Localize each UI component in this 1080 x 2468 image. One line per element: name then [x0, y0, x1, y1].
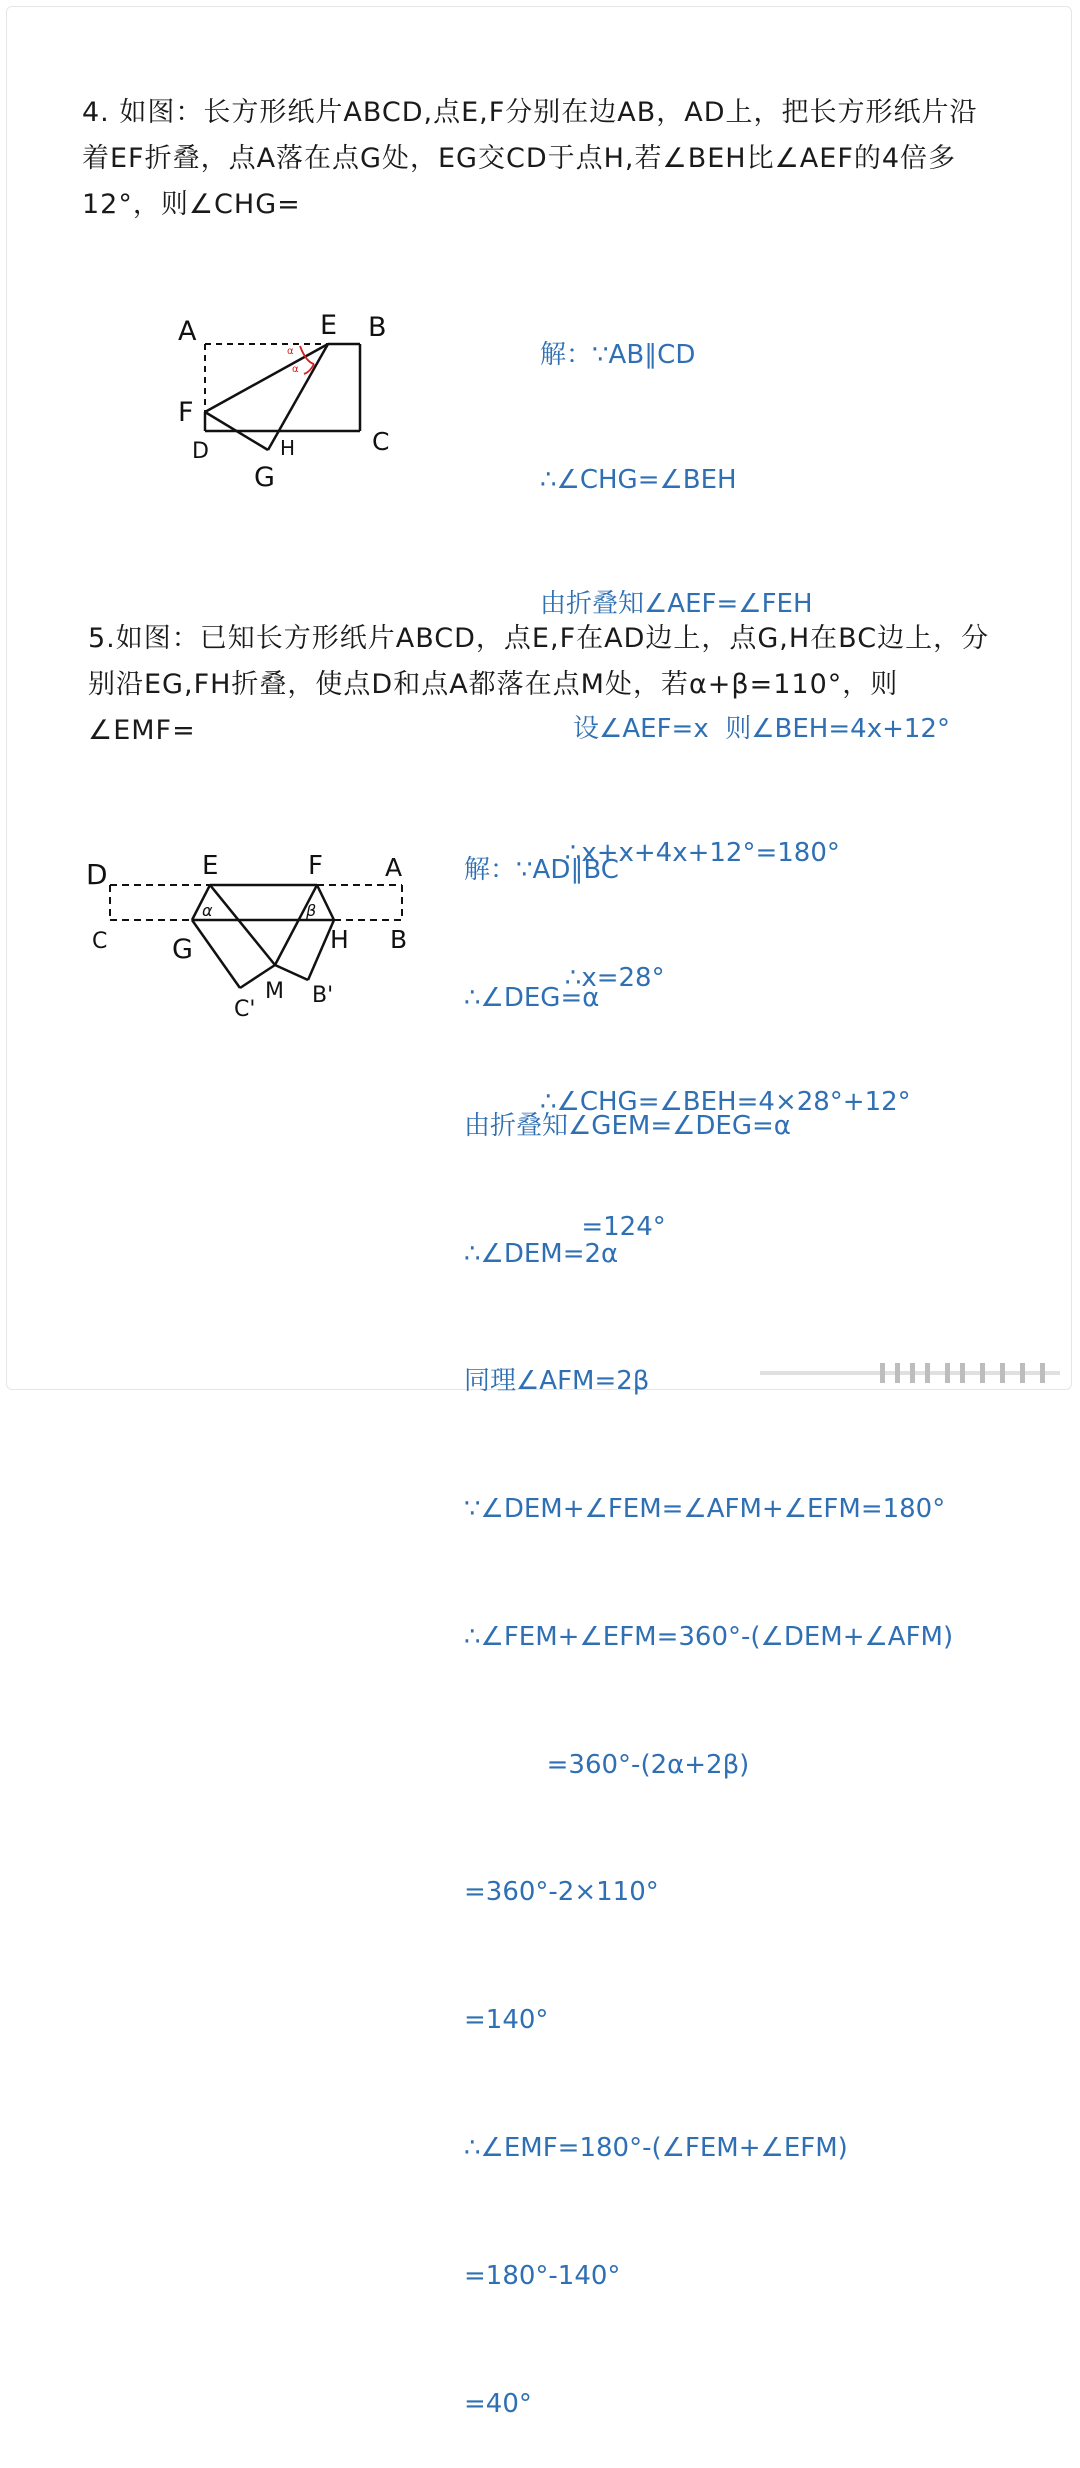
p5-sol-line-12: =180°-140°: [464, 2260, 621, 2291]
label-e: E: [320, 310, 338, 341]
p5-sol-line-6: ∵∠DEM+∠FEM=∠AFM+∠EFM=180°: [464, 1494, 946, 1525]
p5-sol-line-13: =40°: [464, 2388, 532, 2419]
label-f: F: [308, 851, 323, 881]
decorative-mark-strip: [760, 1361, 1060, 1385]
label-h: H: [280, 436, 296, 460]
problem-4-line-3: 12°，则∠CHG=: [82, 189, 301, 220]
p4-sol-line-4: 设∠AEF=x 则∠BEH=4x+12°: [540, 713, 950, 744]
problem-4-statement: [82, 90, 1042, 228]
p5-sol-line-10: =140°: [464, 2005, 549, 2036]
p5-sol-line-1: 解：∵AD∥BC: [464, 855, 619, 886]
label-beta: β: [306, 901, 317, 920]
label-b-prime: B': [312, 983, 334, 1008]
problem-5-figure: [80, 840, 430, 1030]
alpha-mark-2: α: [292, 364, 299, 375]
p4-sol-line-1: 解：∵AB∥CD: [540, 340, 696, 370]
problem-5-line-2: 别沿EG,FH折叠，使点D和点A都落在点M处，若α+β=110°，则: [88, 669, 899, 700]
p4-sol-line-2: ∴∠CHG=∠BEH: [540, 464, 737, 495]
problem-4-line-1: 4. 如图：长方形纸片ABCD,点E,F分别在边AB，AD上，把长方形纸片沿: [82, 97, 978, 128]
edge-gc1: [192, 920, 240, 988]
label-h: H: [330, 925, 349, 954]
label-a: A: [178, 316, 197, 347]
label-e: E: [202, 851, 219, 881]
problem-5-line-1: 5.如图：已知长方形纸片ABCD，点E,F在AD边上，点G,H在BC边上，分: [88, 623, 990, 654]
p5-sol-line-7: ∴∠FEM+∠EFM=360°-(∠DEM+∠AFM): [464, 1621, 954, 1652]
problem-5-solution: [464, 764, 953, 2468]
edge-em: [210, 885, 275, 965]
problem-4-line-2: 着EF折叠，点A落在点G处，EG交CD于点H,若∠BEH比∠AEF的4倍多: [82, 143, 957, 174]
edge-fm: [275, 885, 317, 965]
p5-sol-line-3: 由折叠知∠GEM=∠DEG=α: [464, 1110, 791, 1141]
p5-sol-line-11: ∴∠EMF=180°-(∠FEM+∠EFM): [464, 2133, 848, 2163]
problem-4-figure: [160, 300, 440, 500]
label-c: C: [372, 427, 390, 456]
label-c: C: [92, 929, 108, 954]
label-b: B: [368, 312, 387, 343]
p5-sol-line-2: ∴∠DEG=α: [464, 982, 600, 1013]
p5-sol-line-8: =360°-(2α+2β): [464, 1749, 750, 1780]
p4-sol-line-5: ∴x+x+4x+12°=180°: [540, 838, 840, 868]
label-a: A: [385, 853, 403, 882]
p5-sol-line-9: =360°-2×110°: [464, 1877, 659, 1908]
p4-sol-line-8: =124°: [540, 1211, 666, 1242]
label-d: D: [192, 439, 209, 464]
p5-sol-line-4: ∴∠DEM=2α: [464, 1238, 619, 1269]
problem-5-statement: [88, 616, 1048, 754]
edge-b1m: [275, 965, 308, 980]
p4-sol-line-7: ∴∠CHG=∠BEH=4×28°+12°: [540, 1087, 911, 1117]
alpha-mark-1: α: [287, 346, 294, 357]
label-c-prime: C': [234, 997, 256, 1022]
p5-sol-line-5: 同理∠AFM=2β: [464, 1366, 650, 1397]
label-m: M: [265, 979, 284, 1004]
label-g: G: [172, 934, 193, 965]
label-b: B: [390, 925, 408, 954]
p4-sol-line-6: ∴x=28°: [540, 962, 665, 993]
p4-sol-line-3: 由折叠知∠AEF=∠FEH: [540, 589, 813, 619]
label-g: G: [254, 462, 275, 493]
label-f: F: [178, 397, 194, 428]
label-d: D: [86, 858, 108, 891]
label-alpha: α: [202, 901, 213, 920]
problem-5-line-3: ∠EMF=: [88, 715, 196, 746]
fold-line-fh: [317, 885, 334, 920]
